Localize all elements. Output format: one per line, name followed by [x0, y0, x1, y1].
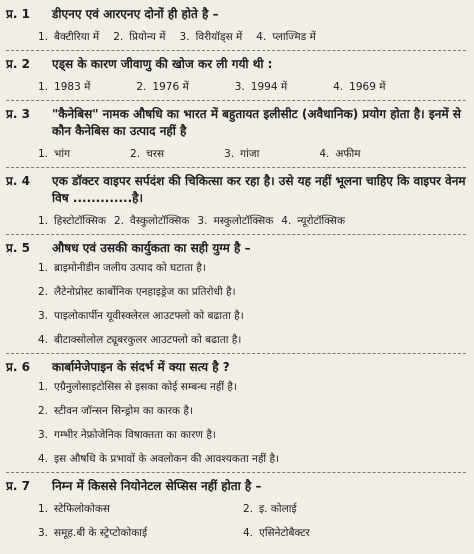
option-4[interactable]: 4. एसिनेटोबैक्टर [243, 527, 310, 539]
option-4[interactable]: 4. न्यूरोटॉक्सिक [281, 215, 346, 227]
question-text: एक डॉक्टर वाइपर सर्पदंश की चिकित्सा कर रहा है। उसे यह नहीं भूलना चाहिए कि वाइपर वेनम विष .............है। [52, 174, 466, 205]
option-2[interactable]: 2. चरस [130, 148, 165, 160]
divider [6, 472, 466, 473]
question-text: एड्स के कारण जीवाणु की खोज कर ली गयी थी : [52, 57, 273, 71]
options [6, 260, 466, 348]
option-2[interactable]: 2. लैटेनोप्रोस्ट कार्बोनिक एनहाइड्रेज का प्रतिरोधी है। [38, 286, 236, 298]
question-number: प्र. 5 [6, 241, 30, 255]
options [6, 29, 466, 45]
option-4[interactable]: 4. प्लाज्मिड में [256, 31, 316, 43]
option-1[interactable]: 1. 1983 में [38, 81, 91, 93]
question-number: प्र. 7 [6, 479, 30, 493]
divider [6, 100, 466, 101]
question-4 [6, 173, 466, 229]
question-6 [6, 359, 466, 467]
option-2[interactable]: 2. स्टीवन जॉन्सन सिन्ड्रोम का कारक है। [38, 405, 193, 417]
option-1[interactable]: 1. हिस्टोटॉक्सिक [38, 215, 106, 227]
divider [6, 50, 466, 51]
question-text: डीएनए एवं आरएनए दोनों ही होते है – [52, 7, 219, 21]
question-2 [6, 56, 466, 95]
options [6, 379, 466, 467]
question-number: प्र. 6 [6, 360, 30, 374]
option-3[interactable]: 3. 1994 में [234, 81, 288, 93]
options [6, 79, 466, 95]
option-3[interactable]: 3. गांजा [224, 148, 260, 160]
option-4[interactable]: 4. इस औषधि के प्रभावों के अवलोकन की आवश्यकता नहीं है। [38, 453, 280, 465]
option-4[interactable]: 4. 1969 में [333, 81, 386, 93]
option-1[interactable]: 1. स्टेफिलोकोकस [38, 503, 111, 515]
divider [6, 234, 466, 235]
option-3[interactable]: 3. पाइलोकार्पीन यूवीस्क्लेरल आउटफ्लो को बढाता है। [38, 310, 244, 322]
options [6, 501, 466, 541]
question-text: "कैनेबिस" नामक औषधि का भारत में बहुतायत इलीसीट (अवैधानिक) प्रयोग होता है। इनमें से कौन कैनेबिस का उत्पाद नहीं है [52, 107, 461, 138]
question-text: कार्बामेजेपाइन के संदर्भ में क्या सत्य है ? [52, 360, 230, 374]
option-3[interactable]: 3. विरीयॉड्स में [179, 31, 243, 43]
options [6, 213, 466, 229]
options [6, 146, 466, 162]
question-1 [6, 6, 466, 45]
option-1[interactable]: 1. बैक्टीरिया में [38, 31, 100, 43]
divider [6, 353, 466, 354]
question-text: निम्न में किससे नियोनेटल सेप्सिस नहीं होता है – [52, 479, 262, 493]
option-4[interactable]: 4. बीटाक्सोलोल ट्यूबरकुलर आउटफ्लो को बढाता है। [38, 334, 242, 346]
question-3 [6, 106, 466, 162]
option-1[interactable]: 1. एग्रैनुलोसाइटोसिस से इसका कोई सम्बन्ध नहीं है। [38, 381, 237, 393]
question-text: औषध एवं उसकी कार्युकता का सही युग्म है – [52, 241, 251, 255]
option-2[interactable]: 2. वैस्कुलोटॉक्सिक [113, 215, 190, 227]
option-1[interactable]: 1. ब्राइमोनीडीन जलीय उत्पाद को घटाता है। [38, 262, 206, 274]
option-1[interactable]: 1. भांग [38, 148, 71, 160]
option-3[interactable]: 3. गम्भीर नेफ्रोजेनिक विषाक्तता का कारण है। [38, 429, 216, 441]
question-7 [6, 478, 466, 541]
question-5 [6, 240, 466, 348]
question-number: प्र. 4 [6, 174, 30, 188]
question-number: प्र. 2 [6, 57, 30, 71]
divider [6, 167, 466, 168]
option-3[interactable]: 3. मस्कुलोटॉक्सिक [197, 215, 274, 227]
option-4[interactable]: 4. अफीम [319, 148, 361, 160]
question-number: प्र. 1 [6, 7, 30, 21]
option-2[interactable]: 2. इ. कोलाई [243, 503, 297, 515]
option-3[interactable]: 3. समूह.बी के स्ट्रेप्टोकोकाई [38, 527, 148, 539]
option-2[interactable]: 2. प्रियोन्य में [113, 31, 166, 43]
question-number: प्र. 3 [6, 107, 30, 121]
option-2[interactable]: 2. 1976 में [136, 81, 189, 93]
